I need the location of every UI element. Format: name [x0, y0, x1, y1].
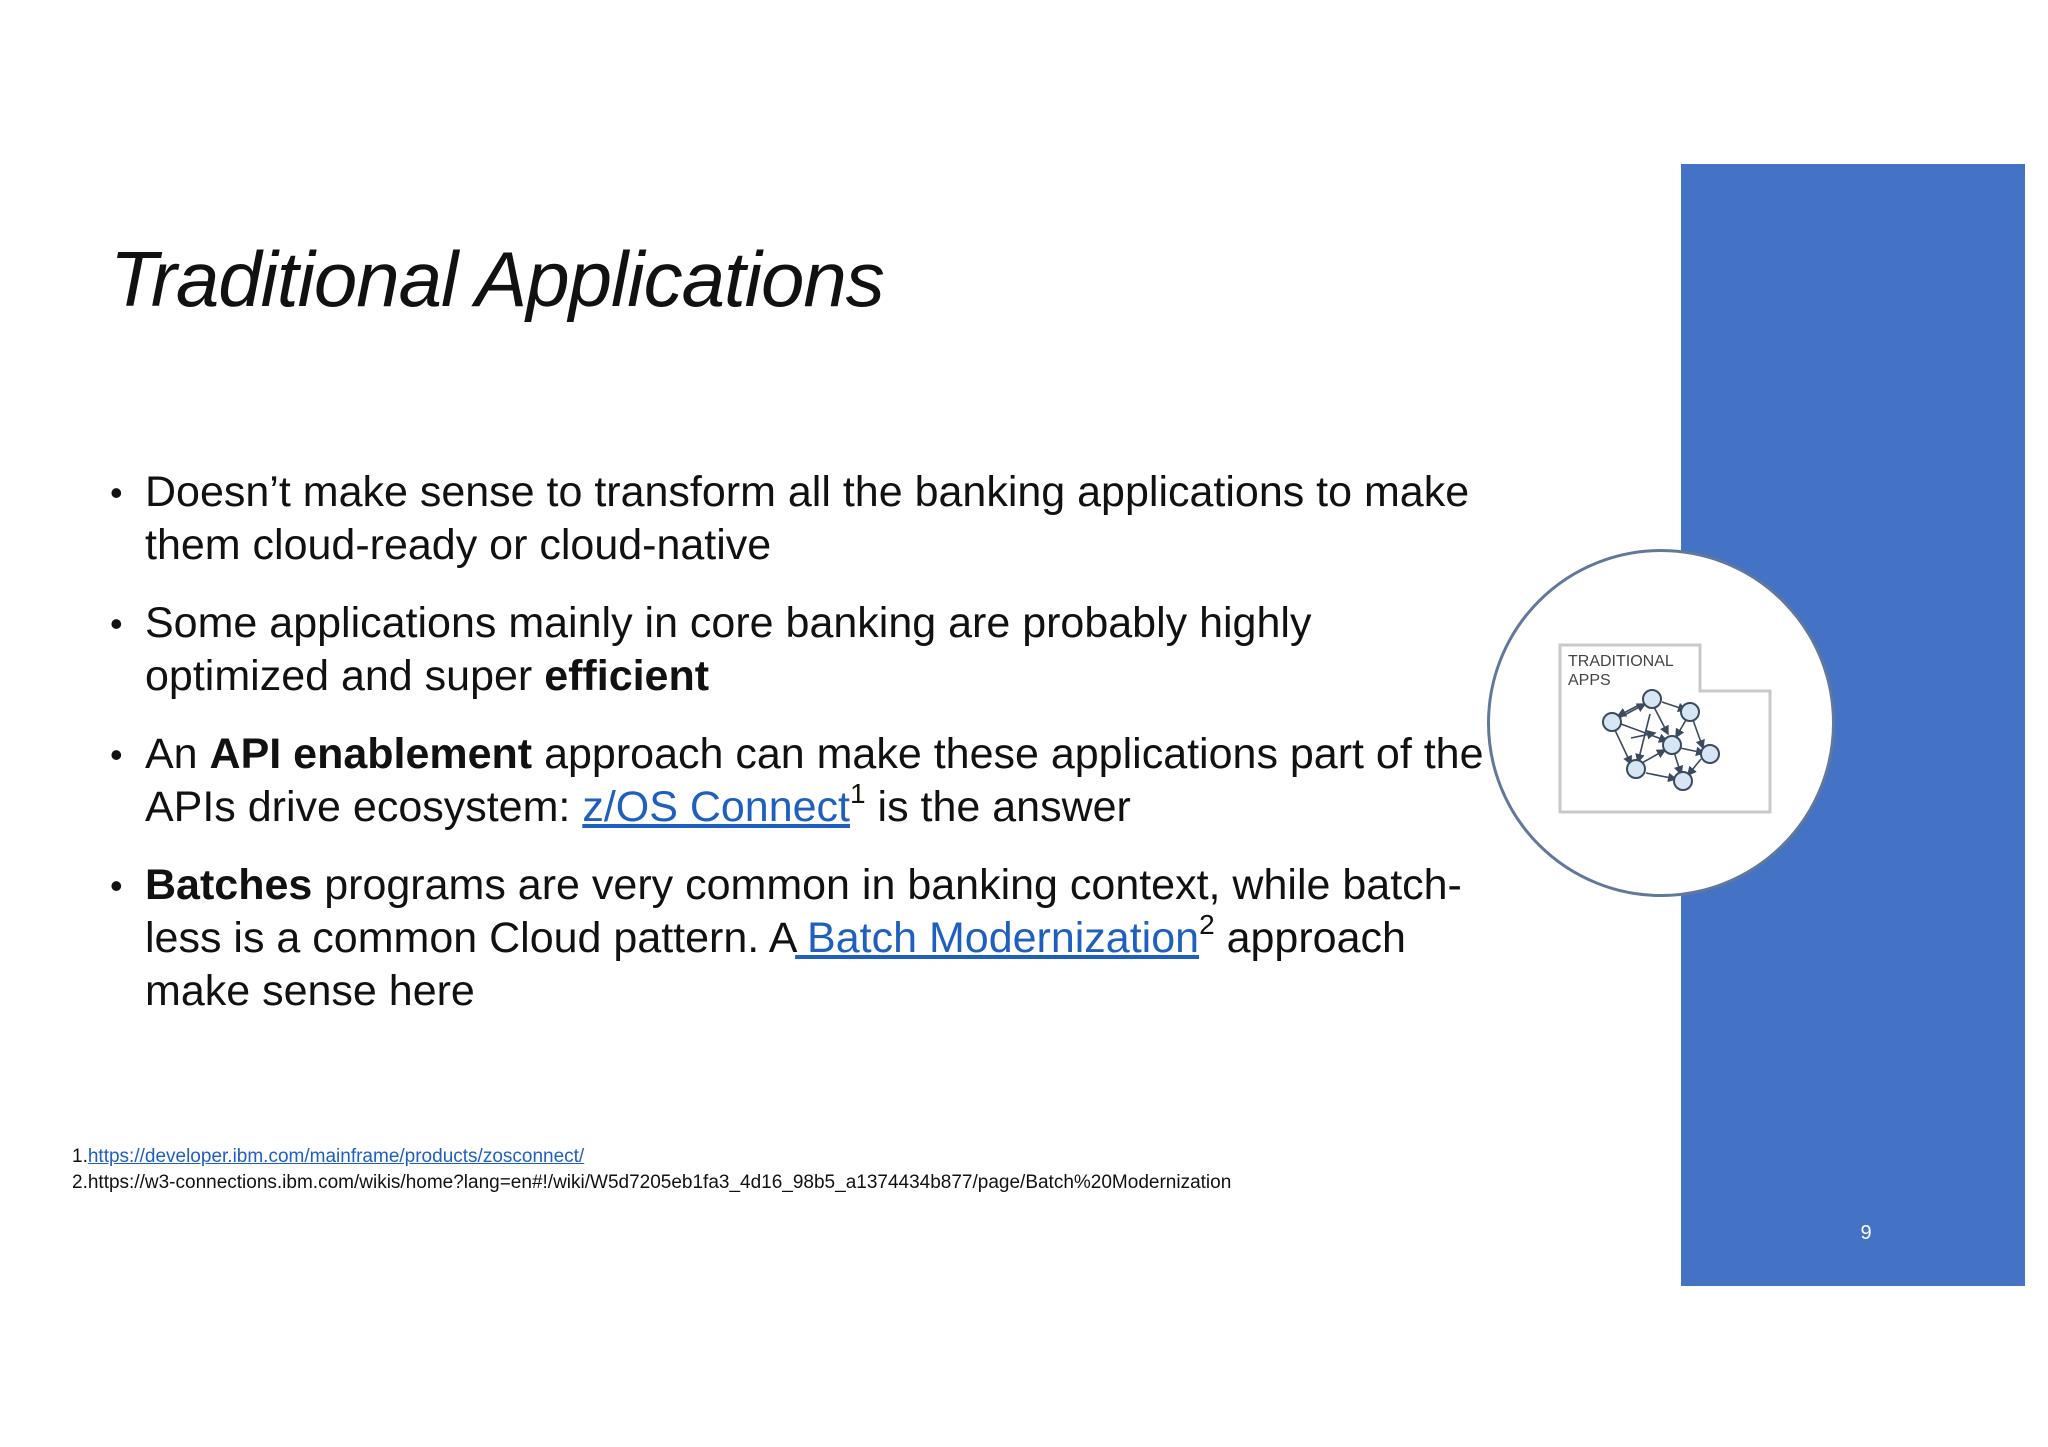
- footnote-text: https://w3-connections.ibm.com/wikis/home?lang=en#!/wiki/W5d7205eb1fa3_4d16_98b5_a1374434b877/page/Batch%20Modernization: [87, 1172, 1232, 1193]
- bullet-icon: •: [110, 472, 123, 513]
- page-number: 9: [1860, 1222, 1872, 1244]
- bullet-bold-text: API enablement: [209, 730, 533, 778]
- bullet-text: is the answer: [865, 783, 1131, 831]
- footnote-ref: 1: [850, 778, 866, 809]
- bullet-text: Some applications mainly in core banking are probably highly optimized and super: [145, 599, 1312, 700]
- bullet-icon: •: [110, 603, 123, 644]
- footnotes: [72, 1144, 1231, 1196]
- network-graph-icon: [1490, 552, 1838, 900]
- bullet-icon: •: [110, 734, 123, 775]
- bullet-text: An: [145, 730, 210, 778]
- batch-modernization-link[interactable]: Batch Modernization: [795, 914, 1200, 962]
- diagram-label-2: APPS: [1568, 672, 1611, 689]
- footnote-ref: 2: [1199, 909, 1215, 940]
- bullet-item: [110, 597, 1490, 703]
- slide-title: Traditional Applications: [110, 235, 884, 323]
- bullet-icon: •: [110, 865, 123, 906]
- footnote-link[interactable]: https://developer.ibm.com/mainframe/products/zosconnect/: [87, 1146, 585, 1167]
- footnote-number: 1.: [72, 1146, 88, 1167]
- footnote-2: [72, 1170, 1231, 1196]
- bullet-text: approach make sense here: [145, 914, 1406, 1015]
- footnote-number: 2.: [72, 1172, 88, 1193]
- bullet-bold-text: Batches: [145, 861, 313, 909]
- footnote-1: [72, 1144, 1231, 1170]
- bullet-item: [110, 859, 1490, 1018]
- bullet-text: Doesn’t make sense to transform all the banking applications to make them cloud-ready or cloud-native: [145, 468, 1470, 569]
- bullet-list: [110, 466, 1490, 1043]
- zos-connect-link[interactable]: z/OS Connect: [582, 783, 850, 831]
- bullet-text: programs are very common in banking context, while batch-less is a common Cloud pattern. A: [145, 861, 1462, 962]
- bullet-item: [110, 728, 1490, 834]
- bullet-bold-text: efficient: [544, 652, 710, 700]
- bullet-item: [110, 466, 1490, 572]
- traditional-apps-badge: [1487, 549, 1835, 897]
- bullet-text: approach can make these applications part of the APIs drive ecosystem:: [145, 730, 1484, 831]
- diagram-label-1: TRADITIONAL: [1568, 653, 1674, 670]
